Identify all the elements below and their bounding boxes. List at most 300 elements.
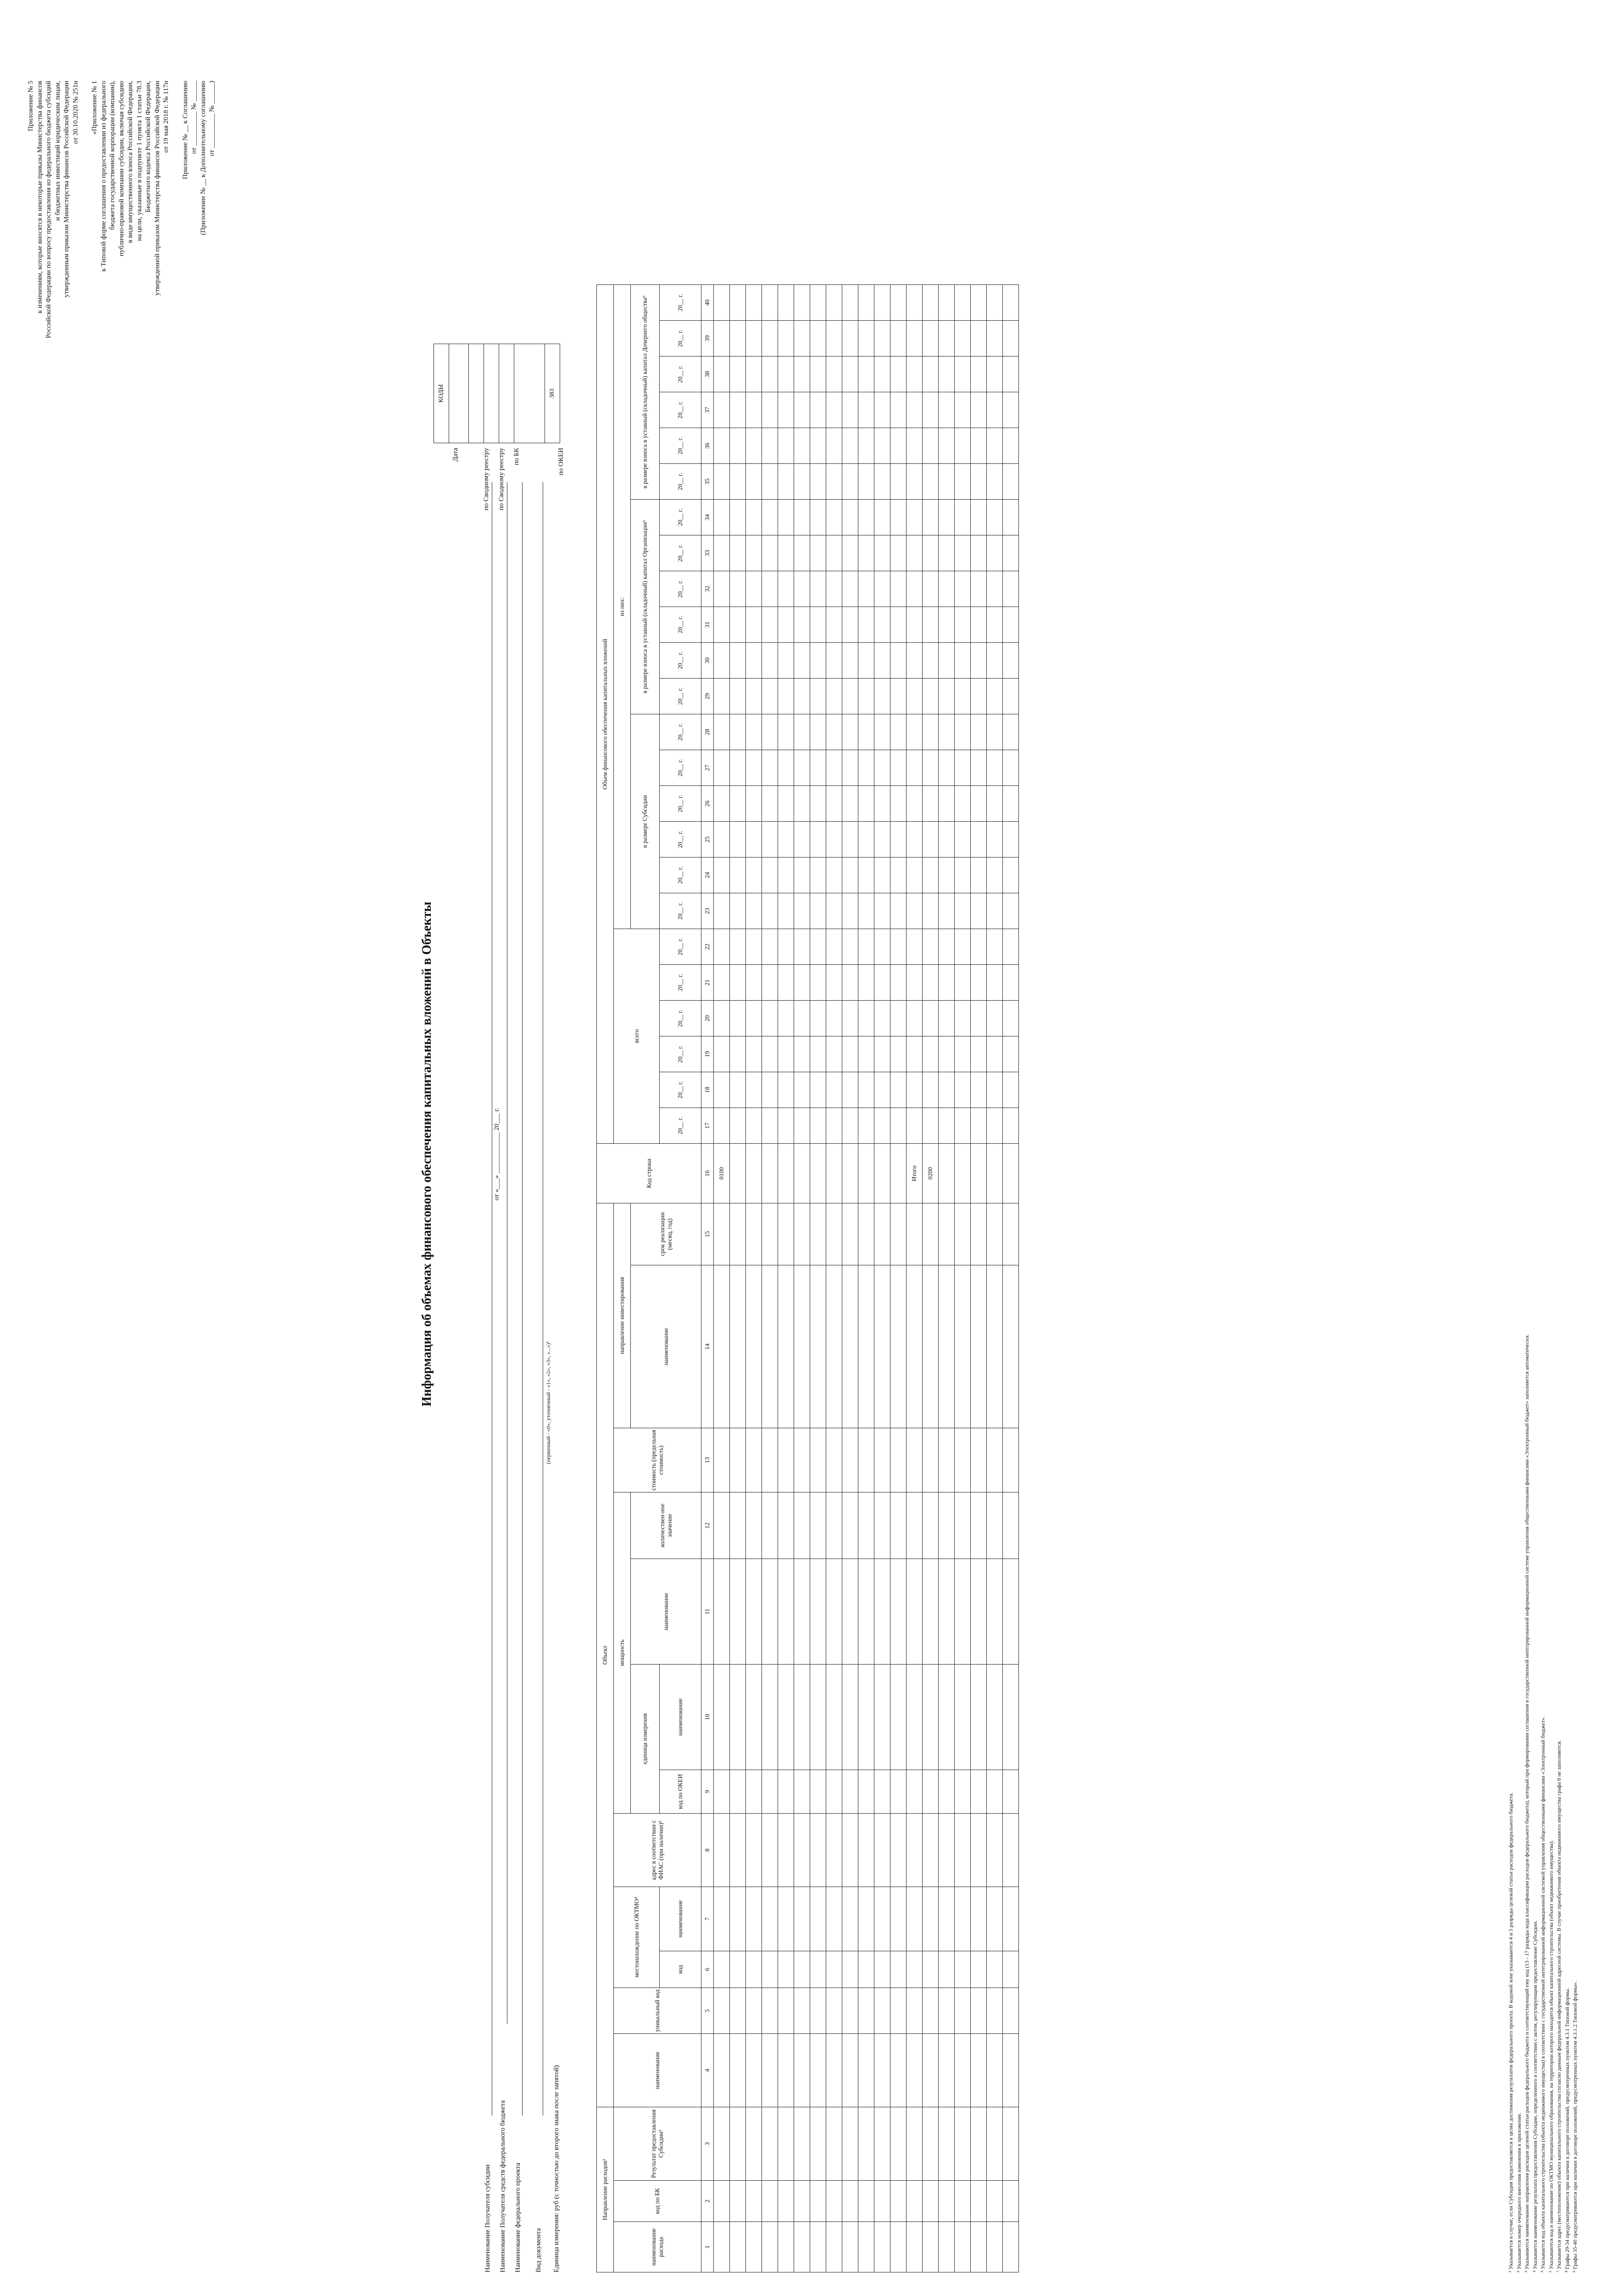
table-cell[interactable] [987,1001,1003,1036]
table-cell[interactable] [826,1988,842,2034]
table-cell[interactable] [874,2034,890,2107]
table-cell[interactable] [746,571,762,607]
table-cell[interactable] [842,607,858,643]
table-cell[interactable] [907,428,923,464]
table-cell[interactable] [939,822,955,857]
table-cell[interactable] [714,1203,730,1265]
table-cell[interactable] [810,571,826,607]
table-cell[interactable] [923,2181,939,2222]
table-cell[interactable] [778,1036,794,1072]
table-cell[interactable] [746,1887,762,1951]
table-cell[interactable] [810,2181,826,2222]
table-cell[interactable] [971,1072,987,1108]
table-cell[interactable] [810,356,826,392]
table-cell[interactable] [778,392,794,428]
table-cell[interactable] [714,1988,730,2034]
table-cell[interactable] [923,1428,939,1492]
table-cell[interactable] [923,822,939,857]
table-cell[interactable] [874,643,890,679]
table-cell[interactable] [923,1887,939,1951]
table-cell[interactable] [746,1108,762,1144]
table-cell[interactable] [874,321,890,356]
table-cell[interactable] [810,965,826,1001]
table-cell[interactable] [987,356,1003,392]
table-cell[interactable] [858,285,874,321]
table-cell[interactable] [1003,750,1019,786]
table-cell[interactable] [971,1144,987,1203]
table-cell[interactable] [987,857,1003,893]
table-cell[interactable] [939,607,955,643]
table-cell[interactable] [858,1887,874,1951]
table-cell[interactable] [778,1428,794,1492]
table-cell[interactable] [778,786,794,822]
table-cell[interactable] [762,321,778,356]
table-cell[interactable] [955,321,971,356]
table-cell[interactable] [874,1492,890,1559]
table-cell[interactable] [1003,1988,1019,2034]
table-cell[interactable] [794,1428,810,1492]
table-cell[interactable] [810,321,826,356]
table-cell[interactable] [810,786,826,822]
table-cell[interactable] [987,2107,1003,2181]
table-cell[interactable] [874,2222,890,2272]
table-cell[interactable] [826,285,842,321]
table-cell[interactable] [826,464,842,500]
table-cell[interactable] [939,1036,955,1072]
table-cell[interactable] [762,2107,778,2181]
table-cell[interactable] [874,500,890,535]
table-cell[interactable] [810,535,826,571]
table-cell[interactable] [746,356,762,392]
table-cell[interactable] [939,571,955,607]
table-cell[interactable] [794,965,810,1001]
table-cell[interactable] [874,1108,890,1144]
table-cell[interactable] [794,1265,810,1428]
table-cell[interactable] [874,2107,890,2181]
table-cell[interactable] [874,1887,890,1951]
table-cell[interactable] [714,786,730,822]
table-cell[interactable] [714,1951,730,1988]
table-cell[interactable] [730,2034,746,2107]
table-cell[interactable] [955,929,971,965]
table-cell[interactable] [987,750,1003,786]
table-cell[interactable] [810,857,826,893]
table-cell[interactable] [874,1203,890,1265]
table-cell[interactable] [826,929,842,965]
table-cell[interactable] [762,356,778,392]
table-cell[interactable] [890,535,907,571]
table-cell[interactable] [826,679,842,714]
table-cell[interactable] [794,2034,810,2107]
table-cell[interactable] [810,893,826,929]
table-cell[interactable] [907,571,923,607]
table-cell[interactable] [746,643,762,679]
table-cell[interactable] [746,679,762,714]
table-cell[interactable] [923,1108,939,1144]
table-cell[interactable] [842,321,858,356]
table-cell[interactable] [907,1988,923,2034]
table-cell[interactable] [907,1108,923,1144]
table-cell[interactable] [939,1108,955,1144]
table-cell[interactable] [778,1951,794,1988]
table-cell[interactable] [955,356,971,392]
table-cell[interactable] [907,893,923,929]
table-cell[interactable] [858,2181,874,2222]
table-cell[interactable] [842,679,858,714]
table-cell[interactable] [762,1951,778,1988]
code-registry-1-cell[interactable] [469,344,484,443]
table-cell[interactable] [939,285,955,321]
table-cell[interactable] [826,607,842,643]
table-cell[interactable] [1003,1108,1019,1144]
table-cell[interactable] [794,1814,810,1887]
table-cell[interactable] [778,535,794,571]
table-cell[interactable] [730,464,746,500]
table-cell[interactable] [778,643,794,679]
table-cell[interactable] [971,1665,987,1770]
table-cell[interactable] [971,822,987,857]
table-cell[interactable] [955,2222,971,2272]
table-cell[interactable] [939,750,955,786]
table-cell[interactable] [730,392,746,428]
table-cell[interactable] [810,2222,826,2272]
table-cell[interactable] [730,1108,746,1144]
table-cell[interactable] [810,1428,826,1492]
table-cell[interactable] [907,2034,923,2107]
table-cell[interactable] [890,965,907,1001]
table-cell[interactable] [890,321,907,356]
table-cell[interactable] [923,285,939,321]
table-cell[interactable] [762,857,778,893]
table-cell[interactable] [874,571,890,607]
table-cell[interactable] [858,1428,874,1492]
table-cell[interactable] [842,1492,858,1559]
table-cell[interactable] [1003,1492,1019,1559]
table-cell[interactable] [874,1814,890,1887]
table-cell[interactable] [890,1665,907,1770]
table-cell[interactable] [907,750,923,786]
table-cell[interactable] [907,929,923,965]
table-cell[interactable] [987,2034,1003,2107]
table-cell[interactable] [794,1072,810,1108]
table-cell[interactable] [810,1492,826,1559]
table-cell[interactable] [1003,285,1019,321]
table-cell[interactable] [826,893,842,929]
table-cell[interactable] [1003,1203,1019,1265]
table-cell[interactable] [714,535,730,571]
table-cell[interactable] [810,1988,826,2034]
table-cell[interactable] [762,1428,778,1492]
table-cell[interactable] [762,1001,778,1036]
table-cell[interactable] [842,822,858,857]
table-cell[interactable] [874,679,890,714]
table-cell[interactable] [794,1988,810,2034]
table-cell[interactable] [890,2222,907,2272]
table-cell[interactable] [810,1072,826,1108]
table-cell[interactable] [858,929,874,965]
table-cell[interactable] [746,1814,762,1887]
table-cell[interactable] [826,1001,842,1036]
table-cell[interactable] [842,1887,858,1951]
table-cell[interactable] [858,1559,874,1665]
table-cell[interactable] [810,464,826,500]
table-cell[interactable] [971,2181,987,2222]
table-cell[interactable] [1003,1036,1019,1072]
table-cell[interactable] [971,1265,987,1428]
table-cell[interactable] [826,1108,842,1144]
table-cell[interactable] [730,1001,746,1036]
table-cell[interactable] [1003,321,1019,356]
table-cell[interactable] [778,607,794,643]
table-cell[interactable] [826,1951,842,1988]
table-cell[interactable] [890,428,907,464]
table-cell[interactable] [794,822,810,857]
table-cell[interactable] [794,464,810,500]
table-cell[interactable] [923,1036,939,1072]
table-cell[interactable] [1003,1559,1019,1665]
table-cell[interactable] [794,500,810,535]
table-cell[interactable] [794,1203,810,1265]
table-cell[interactable] [810,1108,826,1144]
table-cell[interactable] [1003,679,1019,714]
table-cell[interactable] [955,1001,971,1036]
table-cell[interactable] [955,1203,971,1265]
table-cell[interactable] [794,1036,810,1072]
table-cell[interactable] [971,893,987,929]
table-cell[interactable] [778,714,794,750]
table-cell[interactable] [810,1001,826,1036]
table-cell[interactable] [794,929,810,965]
table-cell[interactable] [890,356,907,392]
table-cell[interactable] [778,1770,794,1814]
table-cell[interactable] [794,2107,810,2181]
table-cell[interactable] [890,714,907,750]
table-cell[interactable] [778,1072,794,1108]
table-cell[interactable] [971,1001,987,1036]
table-cell[interactable] [890,1072,907,1108]
table-cell[interactable] [1003,428,1019,464]
table-cell[interactable] [971,1559,987,1665]
table-cell[interactable] [714,607,730,643]
table-cell[interactable] [971,1036,987,1072]
table-cell[interactable] [858,1203,874,1265]
table-cell[interactable] [714,1559,730,1665]
table-cell[interactable] [778,1492,794,1559]
table-cell[interactable] [907,1001,923,1036]
table-cell[interactable] [714,2181,730,2222]
table-cell[interactable] [778,571,794,607]
table-cell[interactable] [890,500,907,535]
table-cell[interactable] [1003,1428,1019,1492]
table-cell[interactable] [826,535,842,571]
table-cell[interactable] [955,428,971,464]
table-cell[interactable] [1003,2222,1019,2272]
table-cell[interactable] [826,321,842,356]
table-cell[interactable] [842,786,858,822]
table-cell[interactable] [955,965,971,1001]
table-cell[interactable] [842,929,858,965]
table-cell[interactable] [939,1951,955,1988]
table-cell[interactable] [939,1988,955,2034]
table-cell[interactable] [890,1108,907,1144]
table-cell[interactable] [826,1814,842,1887]
table-cell[interactable] [810,643,826,679]
table-cell[interactable] [826,1887,842,1951]
table-cell[interactable] [1003,2107,1019,2181]
table-cell[interactable] [778,356,794,392]
table-cell[interactable] [955,607,971,643]
table-cell[interactable] [826,1265,842,1428]
table-cell[interactable] [987,714,1003,750]
table-cell[interactable] [858,750,874,786]
table-cell[interactable] [971,285,987,321]
table-cell[interactable] [1003,1665,1019,1770]
table-cell[interactable] [907,2181,923,2222]
table-cell[interactable] [746,428,762,464]
table-cell[interactable] [923,1988,939,2034]
table-cell[interactable] [746,1265,762,1428]
table-cell[interactable] [810,2034,826,2107]
table-cell[interactable] [714,643,730,679]
table-cell[interactable] [746,786,762,822]
table-cell[interactable] [939,1428,955,1492]
table-cell[interactable] [762,822,778,857]
table-cell[interactable] [762,571,778,607]
table-cell[interactable] [762,750,778,786]
table-cell[interactable] [714,356,730,392]
table-cell[interactable] [730,679,746,714]
table-cell[interactable] [826,2181,842,2222]
table-cell[interactable] [810,1887,826,1951]
table-cell[interactable] [907,1265,923,1428]
table-cell[interactable] [730,535,746,571]
table-cell[interactable] [939,857,955,893]
table-cell[interactable] [858,2107,874,2181]
table-cell[interactable] [907,1036,923,1072]
table-cell[interactable] [746,857,762,893]
table-cell[interactable] [939,1203,955,1265]
table-cell[interactable] [890,2034,907,2107]
table-cell[interactable] [762,392,778,428]
table-cell[interactable] [730,428,746,464]
table-cell[interactable] [923,1265,939,1428]
table-cell[interactable] [971,1887,987,1951]
table-cell[interactable] [890,1887,907,1951]
table-cell[interactable] [1003,786,1019,822]
table-cell[interactable] [826,1428,842,1492]
table-cell[interactable] [842,428,858,464]
table-cell[interactable] [842,1665,858,1770]
table-cell[interactable] [1003,1001,1019,1036]
table-cell[interactable] [907,500,923,535]
table-cell[interactable] [971,1951,987,1988]
table-cell[interactable] [778,1265,794,1428]
table-cell[interactable] [762,1144,778,1203]
table-cell[interactable] [890,392,907,428]
table-cell[interactable] [794,1001,810,1036]
table-cell[interactable] [762,428,778,464]
table-cell[interactable] [714,679,730,714]
table-cell[interactable] [890,1559,907,1665]
table-cell[interactable] [907,714,923,750]
table-cell[interactable] [826,392,842,428]
table-cell[interactable] [858,822,874,857]
table-cell[interactable] [794,1951,810,1988]
table-cell[interactable] [907,535,923,571]
table-cell[interactable] [826,1492,842,1559]
table-cell[interactable] [778,500,794,535]
table-cell[interactable] [858,1814,874,1887]
table-cell[interactable] [842,857,858,893]
table-cell[interactable] [858,893,874,929]
table-cell[interactable] [842,1001,858,1036]
table-cell[interactable] [923,893,939,929]
table-cell[interactable] [1003,1951,1019,1988]
table-cell[interactable] [907,321,923,356]
table-cell[interactable] [762,464,778,500]
table-cell[interactable] [794,607,810,643]
table-cell[interactable] [762,643,778,679]
table-cell[interactable] [858,1988,874,2034]
table-cell[interactable] [939,929,955,965]
table-cell[interactable] [714,2034,730,2107]
table-cell[interactable] [890,893,907,929]
table-cell[interactable] [874,1072,890,1108]
table-cell[interactable] [762,1814,778,1887]
table-cell[interactable] [858,1492,874,1559]
table-cell[interactable] [826,356,842,392]
table-cell[interactable] [826,1770,842,1814]
table-cell[interactable] [987,1428,1003,1492]
table-cell[interactable] [955,1108,971,1144]
table-cell[interactable] [746,1988,762,2034]
table-cell[interactable] [842,1036,858,1072]
table-cell[interactable] [858,464,874,500]
table-cell[interactable] [778,1108,794,1144]
table-cell[interactable] [746,500,762,535]
table-cell[interactable] [826,965,842,1001]
table-cell[interactable] [955,1265,971,1428]
table-cell[interactable] [971,1770,987,1814]
table-cell[interactable] [874,392,890,428]
table-cell[interactable] [858,500,874,535]
table-cell[interactable] [939,1770,955,1814]
table-cell[interactable] [939,679,955,714]
table-cell[interactable] [714,965,730,1001]
table-cell[interactable] [907,857,923,893]
table-cell[interactable] [730,965,746,1001]
table-cell[interactable] [955,2107,971,2181]
table-cell[interactable] [826,1036,842,1072]
table-cell[interactable] [874,822,890,857]
table-cell[interactable] [810,1665,826,1770]
table-cell[interactable] [858,965,874,1001]
table-cell[interactable] [778,2107,794,2181]
table-cell[interactable] [874,714,890,750]
table-cell[interactable] [1003,2181,1019,2222]
table-cell[interactable] [939,321,955,356]
table-cell[interactable] [971,2107,987,2181]
table-cell[interactable] [714,321,730,356]
table-cell[interactable] [794,571,810,607]
table-cell[interactable] [714,285,730,321]
table-cell[interactable] [923,714,939,750]
table-cell[interactable] [778,1559,794,1665]
table-cell[interactable] [987,2222,1003,2272]
table-cell[interactable] [714,1001,730,1036]
table-cell[interactable] [874,1036,890,1072]
table-cell[interactable] [746,2034,762,2107]
